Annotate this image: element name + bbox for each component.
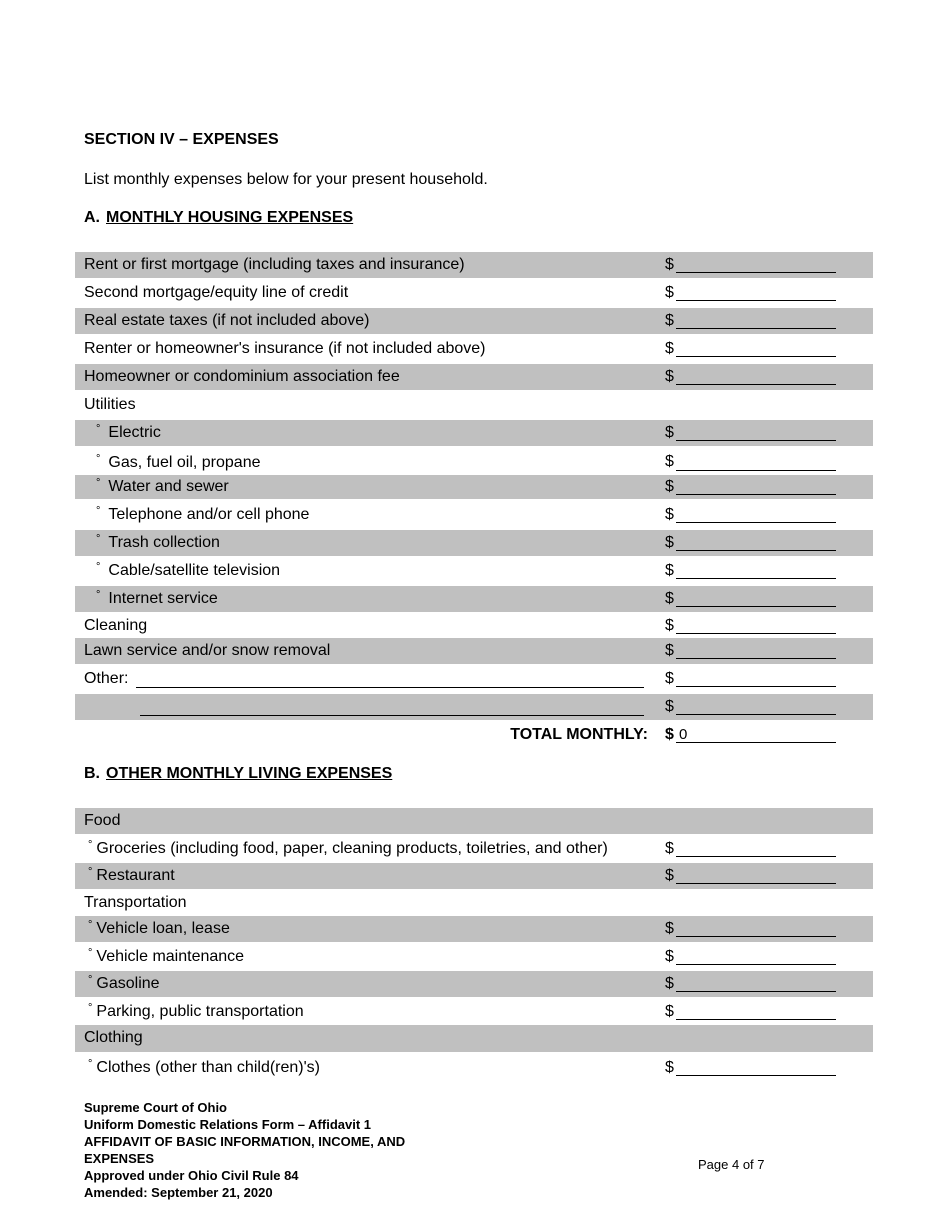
dollar-sign: $ bbox=[665, 256, 674, 273]
row-label-text: Gasoline bbox=[96, 975, 160, 992]
bullet-icon: ° bbox=[88, 974, 93, 986]
row-label: Other: bbox=[84, 670, 129, 687]
dollar-sign: $ bbox=[665, 590, 674, 607]
amount-field[interactable] bbox=[676, 300, 836, 301]
amount-field[interactable] bbox=[676, 883, 836, 884]
row-label bbox=[96, 590, 218, 608]
bullet-icon: ° bbox=[96, 477, 101, 489]
row-label bbox=[88, 867, 175, 885]
housing-total-row bbox=[75, 722, 873, 748]
living-row-parking bbox=[75, 999, 873, 1025]
housing-row-utilities bbox=[75, 392, 873, 418]
row-label bbox=[88, 920, 230, 938]
dollar-sign: $ bbox=[665, 284, 674, 301]
amount-field[interactable] bbox=[676, 470, 836, 471]
page-number: Page 4 of 7 bbox=[698, 1157, 765, 1172]
dollar-sign: $ bbox=[665, 424, 674, 441]
bullet-icon: ° bbox=[88, 839, 93, 851]
dollar-sign: $ bbox=[665, 506, 674, 523]
housing-row-other bbox=[75, 666, 873, 692]
total-amount-field[interactable] bbox=[676, 742, 836, 743]
housing-row-gas bbox=[75, 449, 873, 475]
row-label-text: Internet service bbox=[108, 590, 218, 607]
row-label bbox=[96, 424, 161, 442]
row-label bbox=[96, 534, 220, 552]
intro-text: List monthly expenses below for your present household. bbox=[84, 171, 488, 188]
section-title: SECTION IV – EXPENSES bbox=[84, 131, 279, 148]
housing-row-real-estate-taxes bbox=[75, 308, 873, 334]
bullet-icon: ° bbox=[88, 947, 93, 959]
total-monthly-label: TOTAL MONTHLY: bbox=[510, 726, 648, 743]
bullet-icon: ° bbox=[88, 866, 93, 878]
dollar-sign: $ bbox=[665, 312, 674, 329]
form-footer bbox=[84, 1099, 405, 1201]
row-label bbox=[88, 1059, 320, 1077]
dollar-sign: $ bbox=[665, 340, 674, 357]
row-label bbox=[88, 1003, 304, 1021]
other-description-field[interactable] bbox=[136, 687, 644, 688]
footer-affidavit-title-2: EXPENSES bbox=[84, 1151, 155, 1166]
housing-row-lawn bbox=[75, 638, 873, 664]
amount-field[interactable] bbox=[676, 714, 836, 715]
amount-field[interactable] bbox=[676, 1019, 836, 1020]
bullet-icon: ° bbox=[96, 505, 101, 517]
dollar-sign: $ bbox=[665, 562, 674, 579]
amount-field[interactable] bbox=[676, 633, 836, 634]
row-label-text: Water and sewer bbox=[108, 478, 229, 495]
amount-field[interactable] bbox=[676, 856, 836, 857]
row-label-text: Parking, public transportation bbox=[96, 1003, 304, 1020]
row-label: Lawn service and/or snow removal bbox=[84, 642, 331, 659]
row-label-text: Trash collection bbox=[108, 534, 220, 551]
row-label: Cleaning bbox=[84, 617, 148, 634]
dollar-sign: $ bbox=[665, 698, 674, 715]
row-label: Homeowner or condominium association fee bbox=[84, 368, 400, 385]
dollar-sign: $ bbox=[665, 534, 674, 551]
living-row-gasoline bbox=[75, 971, 873, 997]
row-label bbox=[96, 454, 261, 472]
housing-title: MONTHLY HOUSING EXPENSES bbox=[106, 209, 354, 226]
amount-field[interactable] bbox=[676, 550, 836, 551]
dollar-sign: $ bbox=[665, 642, 674, 659]
dollar-sign: $ bbox=[665, 1003, 674, 1020]
row-label: Transportation bbox=[84, 894, 187, 911]
bullet-icon: ° bbox=[96, 589, 101, 601]
housing-row-association-fee bbox=[75, 364, 873, 390]
dollar-sign: $ bbox=[665, 726, 674, 743]
living-row-transportation bbox=[75, 890, 873, 916]
row-label bbox=[88, 975, 160, 993]
housing-row-insurance bbox=[75, 336, 873, 362]
amount-field[interactable] bbox=[676, 991, 836, 992]
housing-heading bbox=[84, 209, 353, 227]
row-label: Clothing bbox=[84, 1029, 143, 1046]
dollar-sign: $ bbox=[665, 867, 674, 884]
row-label bbox=[96, 478, 229, 496]
amount-field[interactable] bbox=[676, 936, 836, 937]
row-label: Food bbox=[84, 812, 121, 829]
row-label bbox=[88, 840, 608, 858]
row-label-text: Clothes (other than child(ren)'s) bbox=[96, 1059, 320, 1076]
amount-field[interactable] bbox=[676, 494, 836, 495]
bullet-icon: ° bbox=[88, 919, 93, 931]
footer-affidavit-title: AFFIDAVIT OF BASIC INFORMATION, INCOME, AND bbox=[84, 1134, 406, 1149]
living-row-groceries bbox=[75, 836, 873, 862]
row-label-text: Groceries (including food, paper, cleaning products, toiletries, and other) bbox=[96, 840, 608, 857]
dollar-sign: $ bbox=[665, 840, 674, 857]
row-label-text: Vehicle loan, lease bbox=[96, 920, 230, 937]
dollar-sign: $ bbox=[665, 975, 674, 992]
amount-field[interactable] bbox=[676, 606, 836, 607]
row-label-text: Vehicle maintenance bbox=[96, 948, 245, 965]
row-label bbox=[88, 948, 244, 966]
footer-approval: Approved under Ohio Civil Rule 84 bbox=[84, 1168, 299, 1183]
dollar-sign: $ bbox=[665, 670, 674, 687]
housing-row-electric bbox=[75, 420, 873, 446]
row-label-text: Telephone and/or cell phone bbox=[108, 506, 310, 523]
living-row-vehicle-loan bbox=[75, 916, 873, 942]
footer-form-name: Uniform Domestic Relations Form – Affidavit 1 bbox=[84, 1117, 372, 1132]
living-row-clothing bbox=[75, 1025, 873, 1052]
bullet-icon: ° bbox=[96, 423, 101, 435]
living-letter: B. bbox=[84, 765, 100, 782]
amount-field[interactable] bbox=[676, 522, 836, 523]
bullet-icon: ° bbox=[96, 561, 101, 573]
housing-row-water bbox=[75, 475, 873, 499]
dollar-sign: $ bbox=[665, 948, 674, 965]
housing-row-telephone bbox=[75, 502, 873, 528]
living-heading bbox=[84, 765, 392, 783]
housing-row-second-mortgage bbox=[75, 280, 873, 306]
housing-row-other-2 bbox=[75, 694, 873, 720]
amount-field[interactable] bbox=[676, 658, 836, 659]
row-label: Real estate taxes (if not included above) bbox=[84, 312, 370, 329]
row-label-text: Electric bbox=[108, 424, 161, 441]
dollar-sign: $ bbox=[665, 453, 674, 470]
bullet-icon: ° bbox=[96, 533, 101, 545]
housing-row-rent bbox=[75, 252, 873, 278]
living-title: OTHER MONTHLY LIVING EXPENSES bbox=[106, 765, 393, 782]
amount-field[interactable] bbox=[676, 356, 836, 357]
amount-field[interactable] bbox=[676, 686, 836, 687]
dollar-sign: $ bbox=[665, 478, 674, 495]
footer-court: Supreme Court of Ohio bbox=[84, 1100, 227, 1115]
housing-letter: A. bbox=[84, 209, 100, 226]
amount-field[interactable] bbox=[676, 328, 836, 329]
bullet-icon: ° bbox=[88, 1058, 93, 1070]
housing-row-cable bbox=[75, 558, 873, 584]
row-label-text: Gas, fuel oil, propane bbox=[108, 454, 261, 471]
amount-field[interactable] bbox=[676, 272, 836, 273]
living-row-restaurant bbox=[75, 863, 873, 889]
footer-amended: Amended: September 21, 2020 bbox=[84, 1185, 273, 1200]
row-label-text: Restaurant bbox=[96, 867, 175, 884]
amount-field[interactable] bbox=[676, 384, 836, 385]
living-row-vehicle-maintenance bbox=[75, 944, 873, 970]
row-label: Second mortgage/equity line of credit bbox=[84, 284, 349, 301]
row-label bbox=[96, 562, 280, 580]
row-label: Renter or homeowner's insurance (if not included above) bbox=[84, 340, 486, 357]
other-description-field[interactable] bbox=[140, 715, 644, 716]
amount-field[interactable] bbox=[676, 578, 836, 579]
dollar-sign: $ bbox=[665, 617, 674, 634]
bullet-icon: ° bbox=[96, 453, 101, 465]
housing-row-trash bbox=[75, 530, 873, 556]
living-row-clothes bbox=[75, 1055, 873, 1081]
row-label: Rent or first mortgage (including taxes and insurance) bbox=[84, 256, 465, 273]
amount-field[interactable] bbox=[676, 440, 836, 441]
amount-field[interactable] bbox=[676, 964, 836, 965]
housing-row-internet bbox=[75, 586, 873, 612]
dollar-sign: $ bbox=[665, 920, 674, 937]
row-label-text: Cable/satellite television bbox=[108, 562, 281, 579]
amount-field[interactable] bbox=[676, 1075, 836, 1076]
bullet-icon: ° bbox=[88, 1002, 93, 1014]
row-label: Utilities bbox=[84, 396, 136, 413]
housing-row-cleaning bbox=[75, 613, 873, 639]
total-monthly-value: 0 bbox=[679, 726, 688, 743]
dollar-sign: $ bbox=[665, 1059, 674, 1076]
living-row-food bbox=[75, 808, 873, 834]
dollar-sign: $ bbox=[665, 368, 674, 385]
row-label bbox=[96, 506, 309, 524]
